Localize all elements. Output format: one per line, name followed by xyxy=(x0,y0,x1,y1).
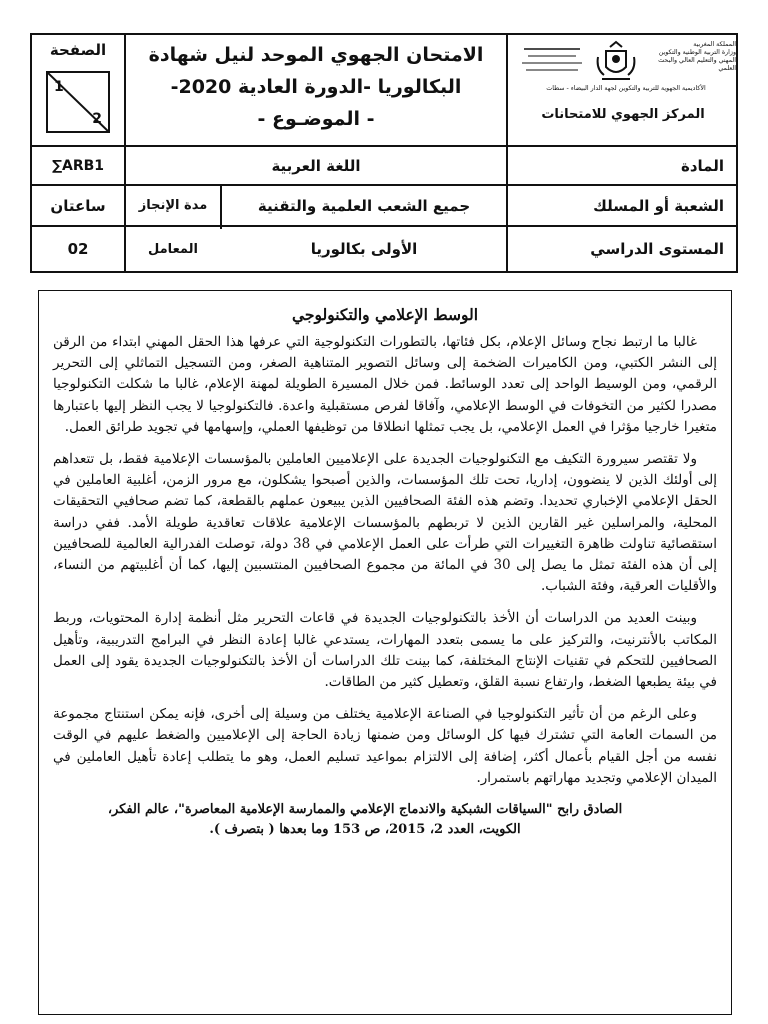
exam-header xyxy=(30,33,738,273)
page-total: 2 xyxy=(92,111,102,127)
subject-code: ∑ARB1 xyxy=(51,157,105,174)
paragraph-4: وعلى الرغم من أن تأثير التكنولوجيا في الصناعة الإعلامية يختلف من وسيلة إلى أخرى، فإنه يمكن استنتاج مجموعة من السمات العامة التي تشترك فيها كل الوسائل ومن ضمنها زيادة الحاجة إلى الإعلاميين والضغط عليهم في الوقت نفسه من أجل القيام بأعمال أكثر، إضافة إلى الالتزام بمواعيد تسليم العمل، وهو ما يتطلب إعادة تأهيل العاملين في الميدان الإعلامي وتجديد مهاراتهم باستمرار. xyxy=(53,706,717,786)
paragraph-1: غالبا ما ارتبط نجاح وسائل الإعلام، بكل فئاتها، بالتطورات التكنولوجية التي عرفها هذا الحقل المهني ابتداء من الرقن إلى النشر الكتبي، ومن الكاميرات الضخمة إلى وسائل التصوير المتناهية الصغر، ومن التسجيل التماثلي إلى التحرير الرقمي، ومن الوسيط الواحد إلى تعدد الوسائط. فمن خلال المسيرة الطويلة لمهنة الإعلام، غالبا ما شكلت التكنولوجيا مصدرا لكثير من التخوفات في الوسط الإعلامي، وآفاقا لفرص مستقبلية واعدة. فالتكنولوجيا لا يجب النظر إليها باعتبارها متغيرا خارجيا مؤثرا في العمل الإعلامي، بل يجب تمثلها انطلاقا من توظيفها العملي، وإسهامها في تجويد طرائق العمل. xyxy=(53,334,717,435)
duration-label: مدة الإنجاز xyxy=(138,198,208,213)
paragraph-2: ولا تقتصر سيرورة التكيف مع التكنولوجيات الجديدة على الإعلاميين العاملين بالمؤسسات الإعلامية فقط، بل تتعداهم إلى أولئك الذين لا ينضوون، إداريا، تحت تلك المؤسسات، والذين أصبحوا يشكلون، مع مرور الزمن، أغلبية العاملين في الحقل الإعلامي الإخباري تحديدا. وتضم هذه الفئة الصحافيين الذين يبيعون عملهم بالقطعة، كما تضم صحافيي التحقيقات المحلية، والمراسلين غير القارين الذين لا تربطهم بالمؤسسات الإعلامية علاقات تعاقدية طويلة الأمد. ففي دراسة استقصائية تناولت ظاهرة التغييرات التي طرأت على العمل الإعلامي في 38 دولة، توصلت الفدرالية العالمية للصحافيين إلى أن هذه الفئة تمثل ما يصل إلى 30 في المائة من مجموع الصحافيين المنتسبين إليها، كما أن أغلبيتهم من النساء، والأقليات العرقية، وفئة الشباب. xyxy=(53,451,717,595)
paragraph-3: وبينت العديد من الدراسات أن الأخذ بالتكنولوجيات الجديدة في قاعات التحرير مثل أنظمة إدارة المحتويات، وربط المكاتب بالأنترنيت، والتركيز على ما يسمى بتعدد المهارات، يستدعي غالبا إعادة النظر في البرامج التدريبية، وتأهيل الصحافيين للتحكم في تقنيات الإنتاج المختلفة، كما بينت تلك الدراسات أن الأخذ بالتكنولوجيات الجديدة يقود إلى العمل في بيئة يطبعها الضغط، وارتفاع نسبة القلق، وتعطيل كثير من الطاقات. xyxy=(53,610,717,691)
page-box xyxy=(46,71,110,133)
duration-value: ساعتان xyxy=(50,196,106,215)
branch-value: جميع الشعب العلمية والتقنية xyxy=(257,196,471,215)
title-line-2: البكالوريا -الدورة العادية 2020- xyxy=(170,76,462,99)
source-line-2: الكويت، العدد 2، 2015، ص 153 وما بعدها ( بتصرف ). xyxy=(209,822,521,838)
ministry-logo xyxy=(592,39,640,83)
regional-center: المركز الجهوي للامتحانات xyxy=(541,106,705,122)
page-label: الصفحة xyxy=(49,41,107,59)
subject-value: اللغة العربية xyxy=(271,156,361,175)
subject-label: المادة xyxy=(680,156,724,175)
ministry-line-2: وزارة التربية الوطنية والتكوين المهني والتعليم العالي والبحث العلمي xyxy=(658,49,736,72)
academy-line: الأكاديمية الجهوية للتربية والتكوين لجهة الدار البيضاء - سطات xyxy=(546,85,706,92)
ministry-text-ar xyxy=(642,41,736,73)
academy-logo-icon xyxy=(516,43,588,79)
coef-value: 02 xyxy=(67,240,89,258)
ministry-line-1: المملكة المغربية xyxy=(693,41,736,48)
article-box xyxy=(38,290,732,1015)
coat-of-arms-icon xyxy=(592,39,640,83)
title-line-3: - الموضـوع - xyxy=(257,108,375,131)
level-value: الأولى بكالوريا xyxy=(310,240,418,258)
article-title: الوسط الإعلامي والتكنولوجي xyxy=(291,305,479,324)
coef-label: المعامل xyxy=(148,241,198,257)
title-line-1: الامتحان الجهوي الموحد لنيل شهادة xyxy=(148,44,484,67)
academy-mark xyxy=(516,43,588,79)
branch-label: الشعبة أو المسلك xyxy=(593,196,724,215)
page-current: 1 xyxy=(54,79,64,95)
source-line-1: الصادق رابح "السياقات الشبكية والاندماج الإعلامي والممارسة الإعلامية المعاصرة"، عالم الفكر، xyxy=(107,802,623,818)
level-label: المستوى الدراسي xyxy=(590,240,724,258)
source-citation xyxy=(53,800,717,840)
